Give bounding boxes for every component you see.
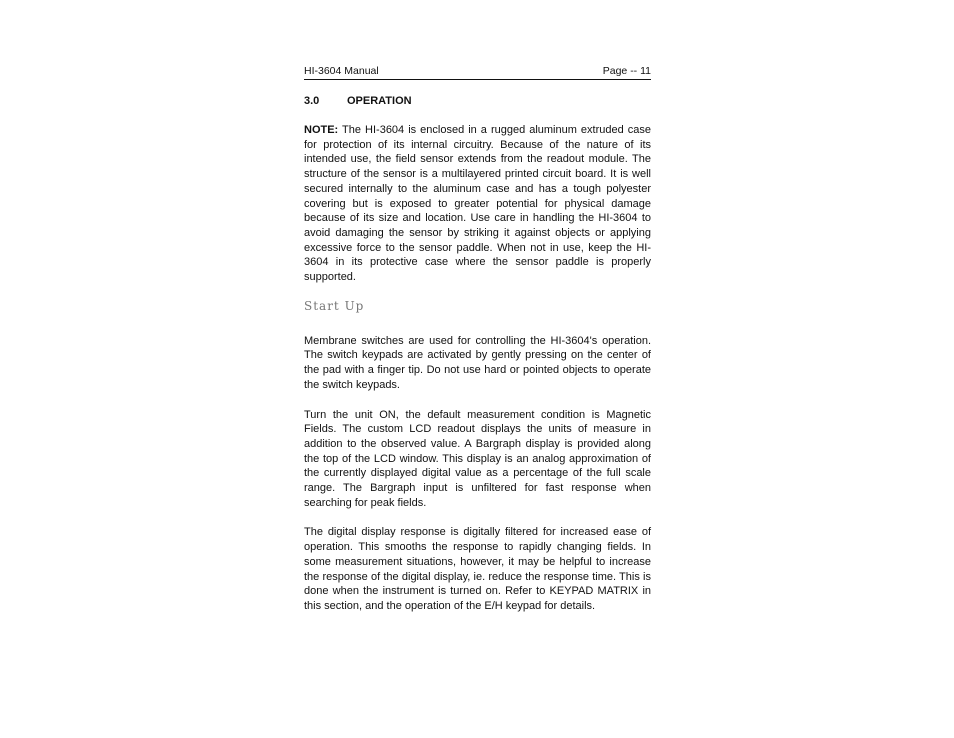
paragraph-digital-display: The digital display response is digitally filtered for increased ease of operation. This smooths the response to rapidly changing fields. In some measurement situations, however, it may be helpful to increase the response of the digital display, ie. reduce the response time. This is done when the instrument is turned on. Refer to KEYPAD MATRIX in this section, and the operation of the E/H keypad for details. (304, 526, 651, 612)
note-text: The HI-3604 is enclosed in a rugged aluminum extruded case for protection of its internal circuitry. Because of the nature of its intended use, the field sensor extends from the readout module. The structure of the sensor is a multilayered printed circuit board. It is well secured internally to the aluminum case and has a tough polyester covering but is exposed to greater potential for physical damage because of its size and location. Use care in handling the HI-3604 to avoid damaging the sensor by striking it against objects or applying excessive force to the sensor paddle. When not in use, keep the HI-3604 in its protective case where the sensor paddle is properly supported. (304, 124, 651, 284)
start-up-subheading: Start Up (304, 298, 365, 313)
manual-title: HI-3604 Manual (304, 65, 379, 77)
paragraph-membrane-switches: Membrane switches are used for controlling the HI-3604's operation. The switch keypads are activated by gently pressing on the center of the pad with a finger tip. Do not use hard or pointed objects to operate the switch keypads. (304, 334, 651, 391)
page-number: Page -- 11 (602, 65, 651, 77)
section-number: 3.0 (304, 95, 320, 107)
note-paragraph (304, 123, 651, 285)
manual-page (304, 64, 651, 614)
running-header (304, 64, 651, 80)
paragraph-turn-unit-on: Turn the unit ON, the default measurement condition is Magnetic Fields. The custom LCD readout displays the units of measure in addition to the observed value. A Bargraph display is provided along the top of the LCD window. This display is an analog approximation of the currently displayed digital value as a percentage of the full scale range. The Bargraph input is unfiltered for fast response when searching for peak fields. (304, 408, 651, 509)
section-heading (304, 94, 651, 108)
section-title: OPERATION (347, 95, 412, 107)
note-label: NOTE: (304, 124, 339, 136)
